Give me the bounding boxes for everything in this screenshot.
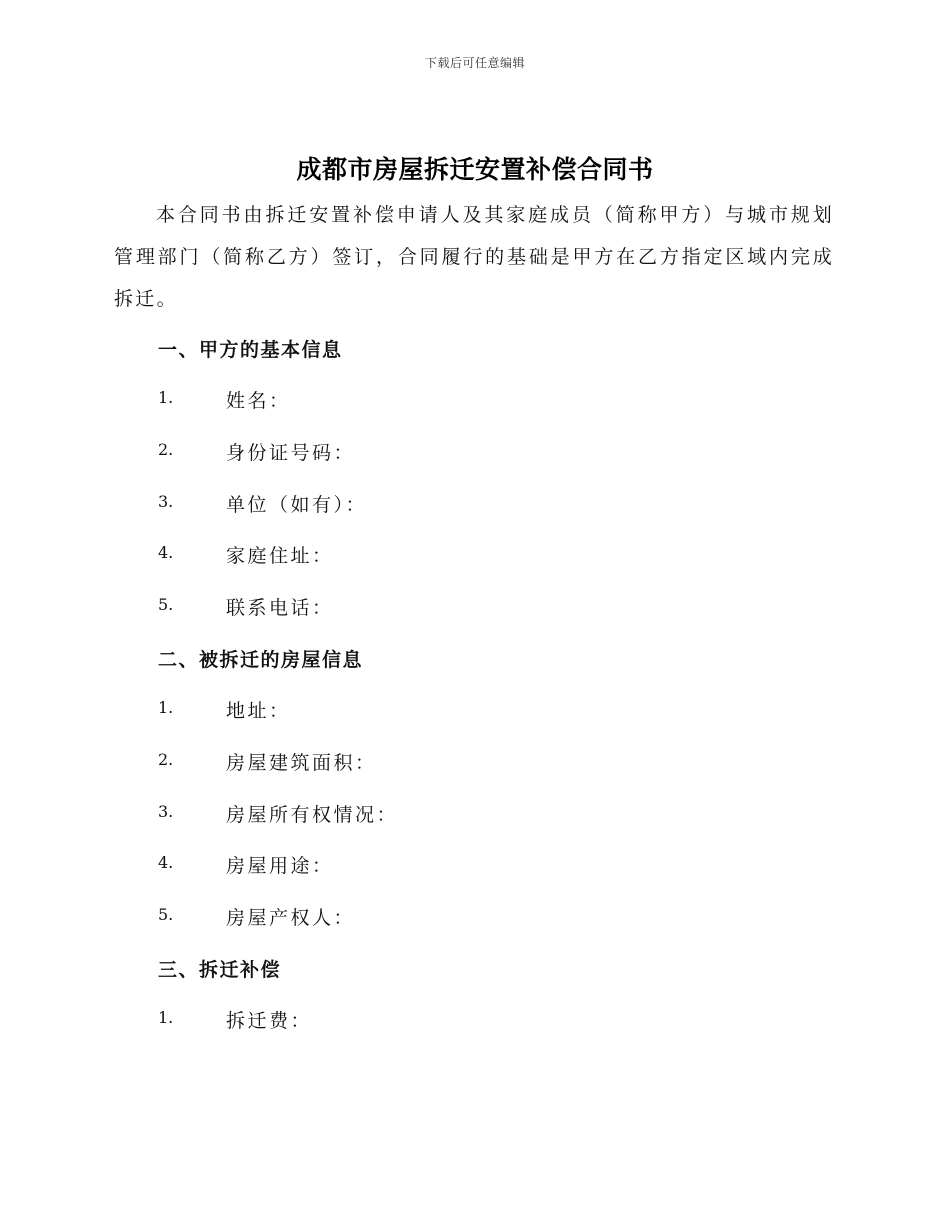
item-label: 地址： <box>226 700 291 722</box>
document-title: 成都市房屋拆迁安置补偿合同书 <box>296 155 654 184</box>
header-note: 下载后可任意编辑 <box>424 56 525 70</box>
intro-paragraph: 本合同书由拆迁安置补偿申请人及其家庭成员（简称甲方）与城市规划管理部门（简称乙方）签订，合同履行的基础是甲方在乙方指定区域内完成拆迁。 <box>114 204 834 310</box>
item-number: 4. <box>158 543 174 562</box>
list-item <box>158 800 758 826</box>
item-label: 联系电话： <box>226 597 334 619</box>
list-item <box>158 490 758 516</box>
list-item <box>158 748 758 774</box>
item-number: 1. <box>158 1008 174 1027</box>
item-number: 1. <box>158 698 174 717</box>
item-number: 2. <box>158 750 174 769</box>
item-number: 2. <box>158 440 174 459</box>
section-heading-party-a-info: 一、甲方的基本信息 <box>158 339 343 361</box>
list-item <box>158 696 758 722</box>
item-number: 1. <box>158 388 174 407</box>
item-label: 姓名： <box>226 390 291 412</box>
section-heading-house-info: 二、被拆迁的房屋信息 <box>158 649 364 671</box>
item-label: 房屋建筑面积： <box>226 752 377 774</box>
item-label: 拆迁费： <box>226 1010 313 1032</box>
list-item <box>158 386 758 412</box>
item-label: 房屋所有权情况： <box>226 804 399 826</box>
list-item <box>158 541 758 567</box>
item-label: 身份证号码： <box>226 442 356 464</box>
item-number: 3. <box>158 802 174 821</box>
item-number: 5. <box>158 595 174 614</box>
list-item <box>158 593 758 619</box>
list-item <box>158 1006 758 1032</box>
list-item <box>158 438 758 464</box>
list-item <box>158 903 758 929</box>
item-label: 家庭住址： <box>226 545 334 567</box>
item-label: 房屋产权人： <box>226 907 356 929</box>
item-number: 5. <box>158 905 174 924</box>
item-label: 房屋用途： <box>226 855 334 877</box>
list-item <box>158 851 758 877</box>
section-heading-compensation: 三、拆迁补偿 <box>158 959 282 981</box>
item-number: 3. <box>158 492 174 511</box>
item-number: 4. <box>158 853 174 872</box>
item-label: 单位（如有）： <box>226 494 368 516</box>
